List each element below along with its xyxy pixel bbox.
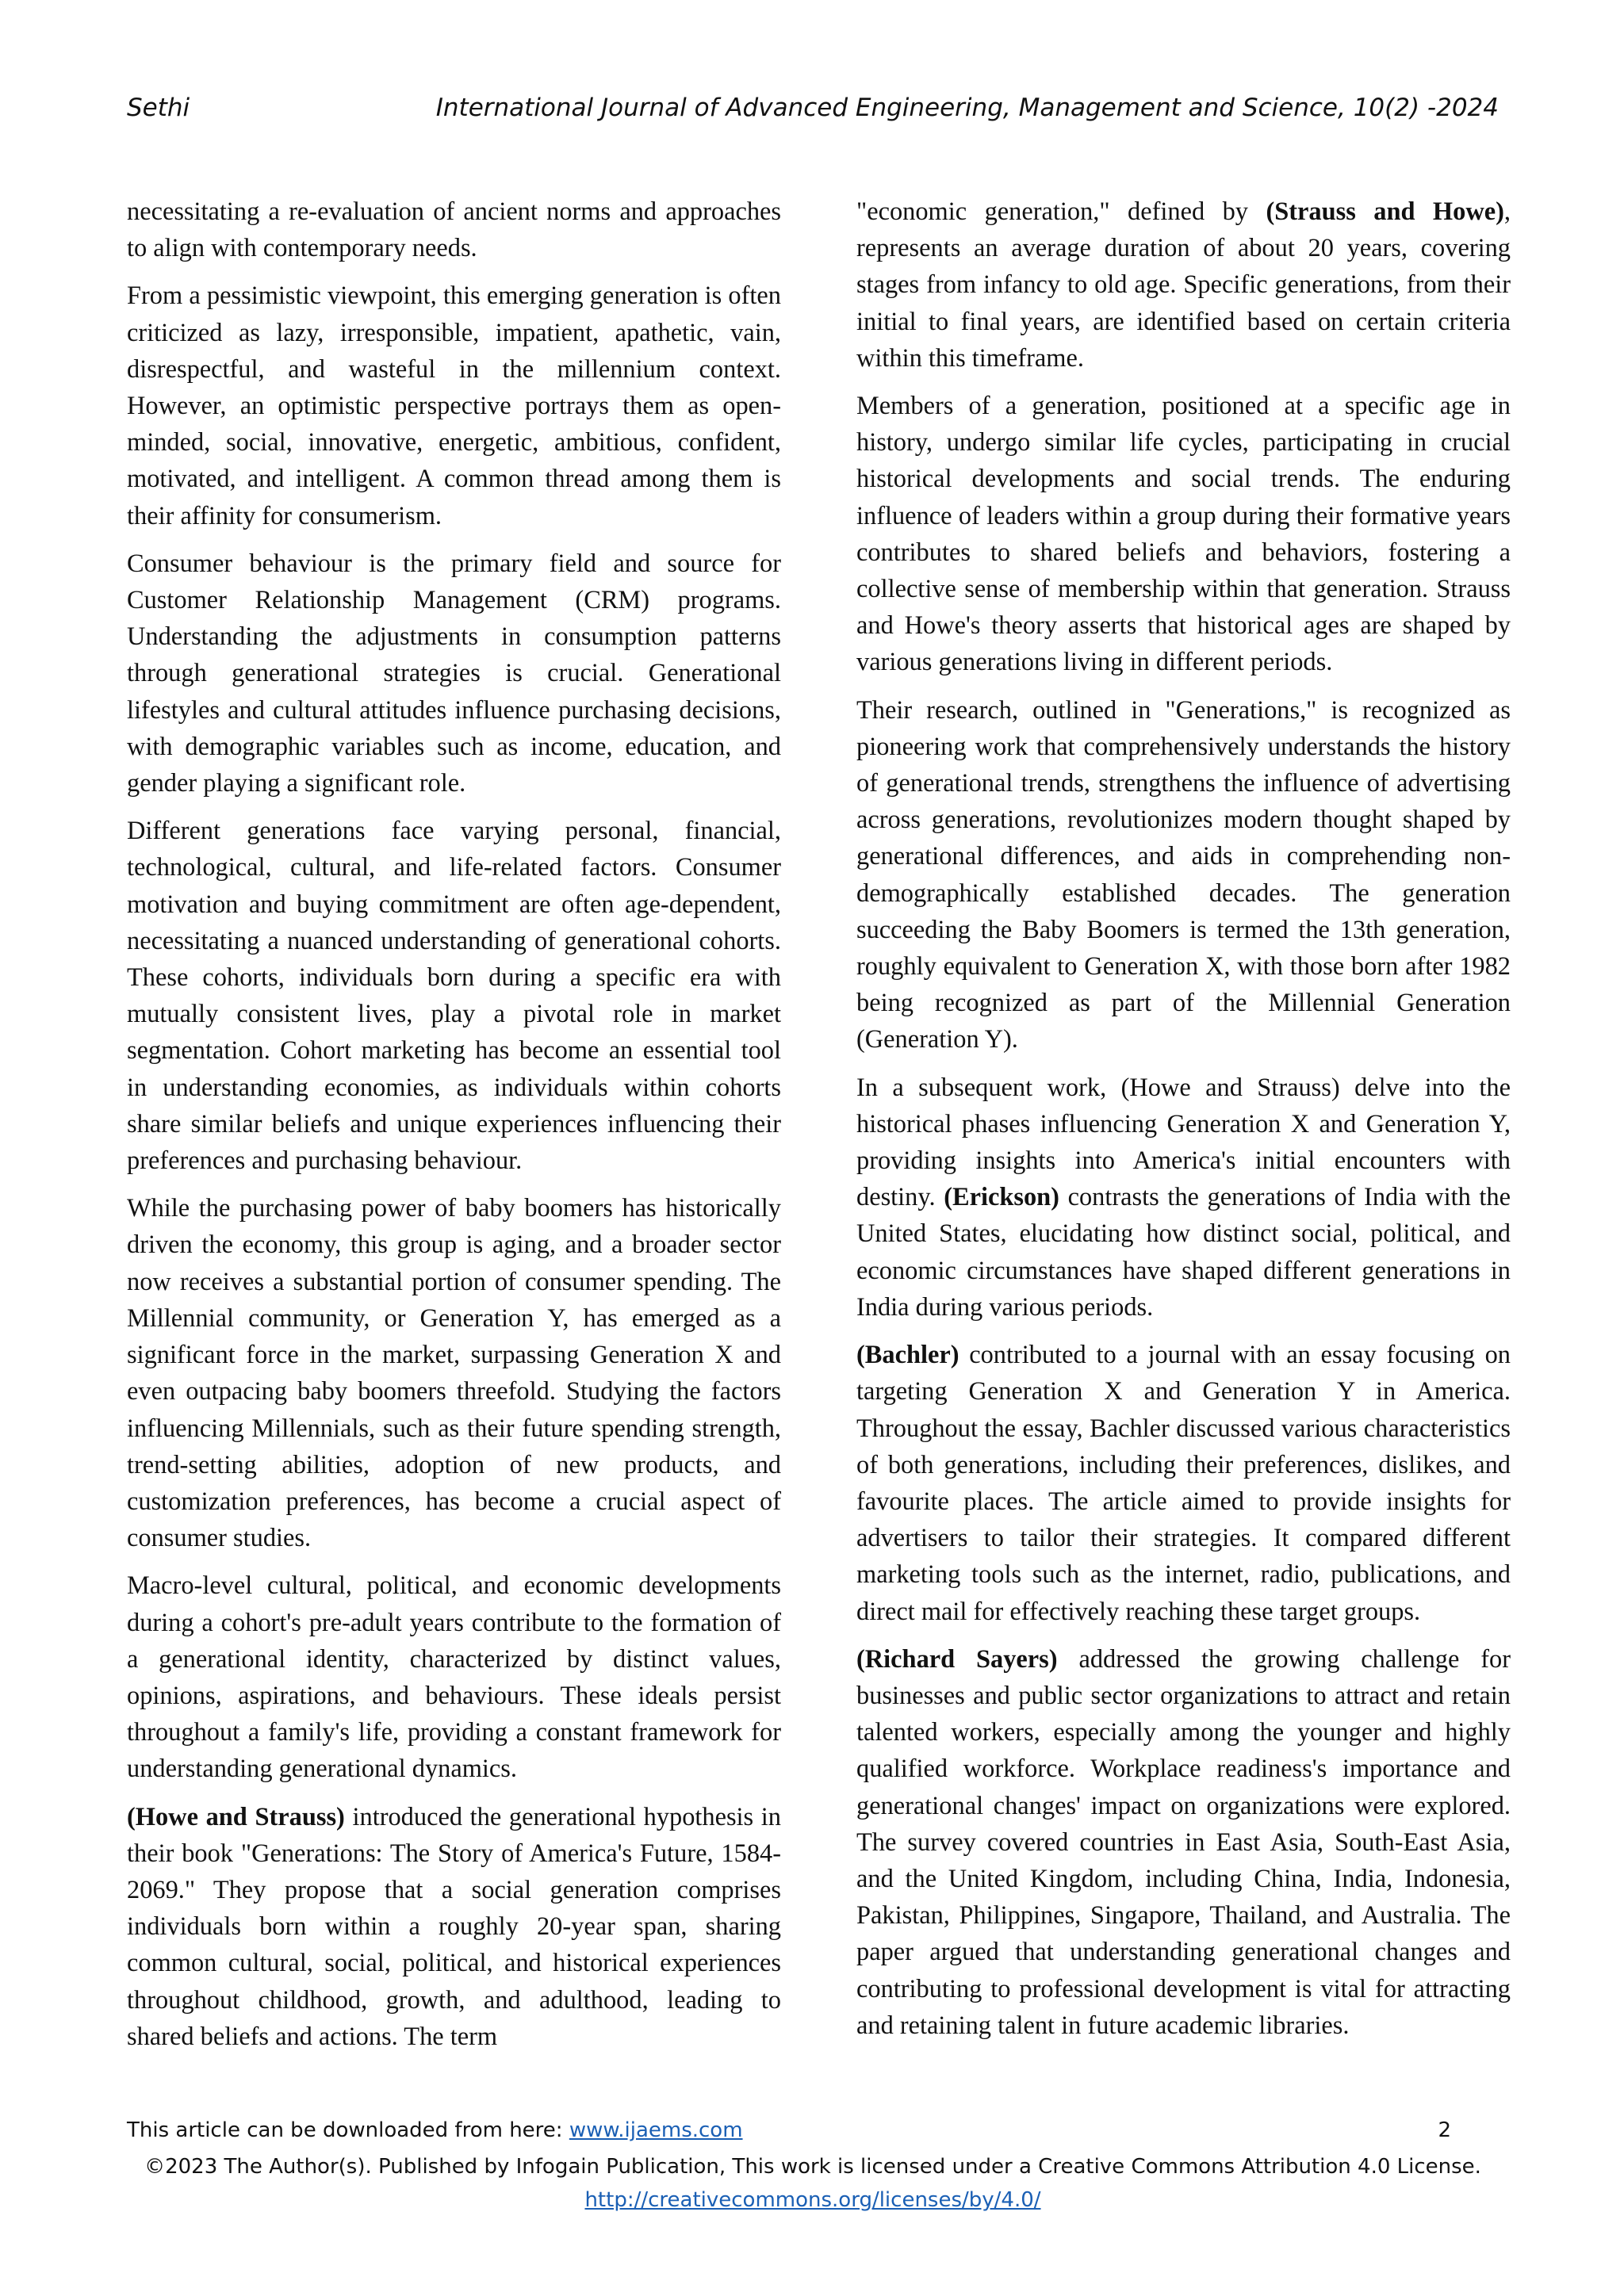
paragraph-text: , represents an average duration of about 20 years, covering stages from infancy to old age. Specific generations, from their initial to final years, are identified based on certain criteria within this timeframe. bbox=[856, 197, 1511, 373]
paragraph-text: contrasts the generations of India with the United States, elucidating how distinct social, political, and economic circumstances have shaped different generations in India during various periods. bbox=[856, 1183, 1511, 1322]
paragraph-text: introduced the generational hypothesis in their book "Generations: The Story of America's Future, 1584-2069." They propose that a social generation comprises individuals born within a roughly 20-year span, sharing common cultural, social, political, and historical experiences throughout childhood, growth, and adulthood, leading to shared beliefs and actions. The term bbox=[127, 1802, 782, 2051]
left-column bbox=[127, 193, 781, 2066]
paragraph: Consumer behaviour is the primary field and source for Customer Relationship Management (CRM) programs. Understanding the adjustments in consumption patterns through generational strategies is crucial. Generational lifestyles and cultural attitudes influence purchasing decisions, with demographic variables such as income, education, and gender playing a significant role. bbox=[127, 549, 781, 798]
paragraph: Members of a generation, positioned at a specific age in history, undergo similar life cycles, participating in crucial historical developments and social trends. The enduring influence of leaders within a group during their formative years contributes to shared beliefs and behaviors, fostering a collective sense of membership within that generation. Strauss and Howe's theory asserts that historical ages are shaped by various generations living in different periods. bbox=[856, 392, 1511, 677]
page-number: 2 bbox=[1438, 2118, 1451, 2142]
citation-erickson: (Erickson) bbox=[944, 1183, 1059, 1212]
footer-download-line bbox=[127, 2118, 1499, 2142]
footer-license-text: ©2023 The Author(s). Published by Infogain Publication, This work is licensed under a Creative Commons Attribution 4.0 License. bbox=[144, 2155, 1481, 2179]
footer-download bbox=[127, 2118, 743, 2142]
paragraph bbox=[856, 1641, 1511, 2044]
journal-website-link[interactable]: www.ijaems.com bbox=[569, 2118, 743, 2142]
paragraph bbox=[856, 193, 1511, 377]
license-link[interactable]: http://creativecommons.org/licenses/by/4.0/ bbox=[584, 2188, 1041, 2212]
footer-license-link-line bbox=[127, 2188, 1499, 2212]
paragraph: From a pessimistic viewpoint, this emerging generation is often criticized as lazy, irresponsible, impatient, apathetic, vain, disrespectful, and wasteful in the millennium context. However, an optimistic perspective portrays them as open-minded, social, innovative, energetic, ambitious, confident, motivated, and intelligent. A common thread among them is their affinity for consumerism. bbox=[127, 281, 781, 530]
paragraph-text: In a subsequent work, (Howe and Strauss) delve into the historical phases influencing Generation X and Generation Y, providing insights into America's initial encounters with destiny. bbox=[856, 1073, 1511, 1212]
paragraph: Different generations face varying personal, financial, technological, cultural, and life-related factors. Consumer motivation and buying commitment are often age-dependent, necessitating a nuanced understanding of generational cohorts. These cohorts, individuals born during a specific era with mutually consistent lives, play a pivotal role in market segmentation. Cohort marketing has become an essential tool in understanding economies, as individuals within cohorts share similar beliefs and unique experiences influencing their preferences and purchasing behaviour. bbox=[127, 817, 781, 1176]
page-header bbox=[127, 94, 1499, 122]
citation-bachler: (Bachler) bbox=[856, 1341, 959, 1370]
citation-howe-strauss: (Howe and Strauss) bbox=[127, 1802, 345, 1831]
paragraph: necessitating a re-evaluation of ancient norms and approaches to align with contemporary needs. bbox=[127, 197, 781, 263]
paragraph-text: "economic generation," defined by bbox=[856, 197, 1266, 226]
paragraph-text: contributed to a journal with an essay focusing on targeting Generation X and Generation Y in America. Throughout the essay, Bachler discussed various characteristics of both generations, including their preferences, dislikes, and favourite places. The article aimed to provide insights for advertisers to tailor their strategies. It compared different marketing tools such as the internet, radio, publications, and direct mail for effectively reaching these target groups. bbox=[856, 1341, 1511, 1626]
paragraph: Macro-level cultural, political, and economic developments during a cohort's pre-adult years contribute to the formation of a generational identity, characterized by distinct values, opinions, aspirations, and behaviours. These ideals persist throughout a family's life, providing a constant framework for understanding generational dynamics. bbox=[127, 1571, 781, 1784]
paragraph: While the purchasing power of baby boomers has historically driven the economy, this group is aging, and a broader sector now receives a substantial portion of consumer spending. The Millennial community, or Generation Y, has emerged as a significant force in the market, surpassing Generation X and even outpacing baby boomers threefold. Studying the factors influencing Millennials, such as their future spending strength, trend-setting abilities, adoption of new products, and customization preferences, has become a crucial aspect of consumer studies. bbox=[127, 1194, 781, 1553]
paragraph-text: addressed the growing challenge for businesses and public sector organizations to attract and retain talented workers, especially among the younger and highly qualified workforce. Workplace readiness's importance and generational changes' impact on organizations were explored. The survey covered countries in East Asia, South-East Asia, and the United Kingdom, including China, India, Indonesia, Pakistan, Philippines, Singapore, Thailand, and Australia. The paper argued that understanding generational changes and contributing to professional development is vital for attracting and retaining talent in future academic libraries. bbox=[856, 1644, 1511, 2040]
paragraph bbox=[856, 1070, 1511, 1326]
paragraph bbox=[856, 1337, 1511, 1630]
citation-strauss-howe: (Strauss and Howe) bbox=[1266, 197, 1504, 226]
paragraph bbox=[127, 1799, 781, 2055]
footer-download-text: This article can be downloaded from here: bbox=[127, 2118, 569, 2142]
header-author: Sethi bbox=[127, 94, 190, 122]
right-column bbox=[856, 193, 1511, 2055]
citation-richard-sayers: (Richard Sayers) bbox=[856, 1644, 1058, 1674]
paragraph: Their research, outlined in "Generations," is recognized as pioneering work that comprehensively understands the history of generational trends, strengthens the influence of advertising across generations, revolutionizes modern thought shaped by generational differences, and aids in comprehending non-demographically established decades. The generation succeeding the Baby Boomers is termed the 13th generation, roughly equivalent to Generation X, with those born after 1982 being recognized as part of the Millennial Generation (Generation Y). bbox=[856, 695, 1511, 1054]
header-journal-title: International Journal of Advanced Engineering, Management and Science, 10(2) -2024 bbox=[435, 94, 1499, 122]
